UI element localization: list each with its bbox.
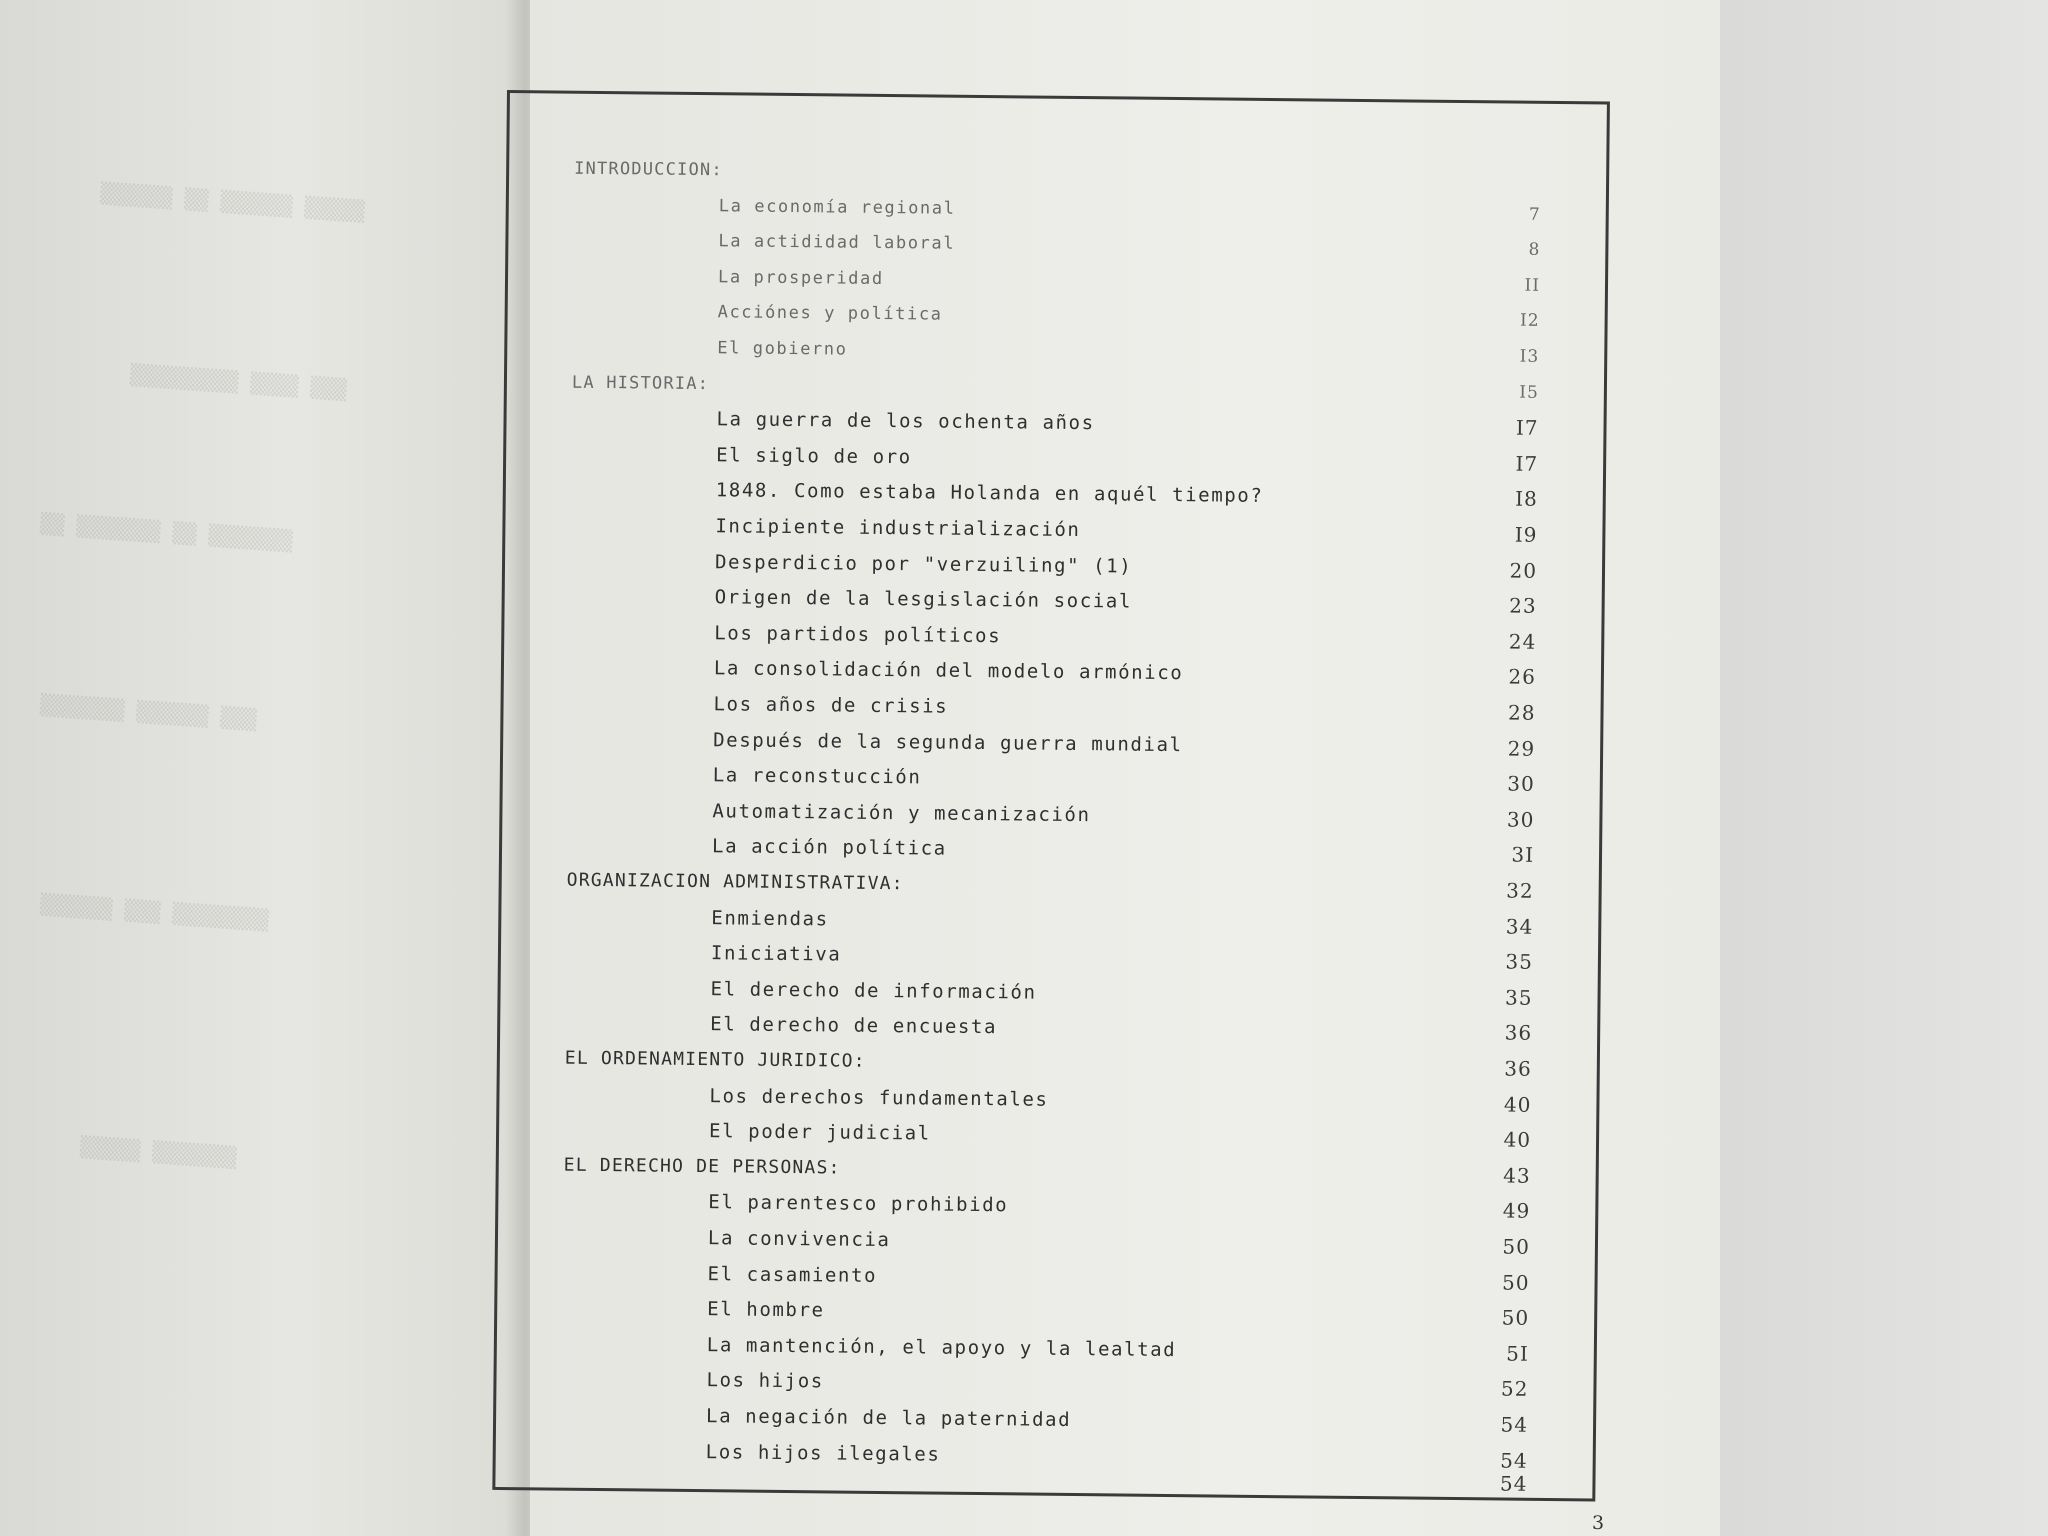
- toc-entry-page: 20: [1509, 558, 1538, 583]
- toc-entry-title: El derecho de información: [710, 977, 1037, 1004]
- toc-entry-title: Desperdicio por "verzuiling" (1): [714, 550, 1133, 578]
- toc-entry-page: 40: [1503, 1127, 1532, 1152]
- table-of-contents-box: [492, 90, 1610, 1501]
- toc-entry-page: 30: [1506, 807, 1535, 832]
- toc-section-heading: ORGANIZACION ADMINISTRATIVA:: [566, 869, 904, 895]
- toc-entry-page: 40: [1503, 1092, 1532, 1117]
- toc-entry-title: Los hijos ilegales: [705, 1440, 941, 1466]
- toc-entry-page: I3: [1519, 346, 1540, 367]
- show-through-text: ▒▒▒▒▒▒▒ ▒▒▒▒▒▒ ▒▒▒: [39, 692, 258, 732]
- toc-entry-page: 54: [1500, 1412, 1529, 1437]
- toc-entry-page: I7: [1515, 451, 1539, 476]
- show-through-text: ▒▒▒▒▒▒▒▒▒ ▒▒▒▒ ▒▒▒: [129, 362, 348, 402]
- toc-entry-title: La reconstucción: [712, 764, 922, 789]
- toc-entry-title: Enmiendas: [711, 906, 829, 931]
- toc-entry-page: 23: [1509, 593, 1537, 618]
- toc-entry-page: 34: [1505, 914, 1534, 939]
- toc-entry-title: Iniciativa: [710, 942, 842, 966]
- toc-entry-page: II: [1524, 275, 1541, 296]
- show-through-text: ▒▒▒▒▒▒ ▒▒ ▒▒▒▒▒▒ ▒▒▒▒▒: [99, 180, 366, 224]
- toc-entry-title: El casamiento: [707, 1262, 878, 1287]
- toc-entry-title: El parentesco prohibido: [708, 1191, 1009, 1217]
- toc-entry-title: Después de la segunda guerra mundial: [713, 728, 1183, 756]
- toc-entry-page: 3I: [1511, 842, 1535, 868]
- toc-entry-title: Origen de la lesgislación social: [714, 586, 1133, 613]
- toc-entry-page: 50: [1501, 1305, 1530, 1330]
- toc-entry-page: I2: [1520, 311, 1540, 332]
- toc-entry-page: 29: [1507, 736, 1536, 761]
- toc-entry-title: Incipiente industrialización: [715, 515, 1081, 542]
- toc-entry-title: La actididad laboral: [718, 231, 956, 254]
- toc-entry-title: El poder judicial: [708, 1120, 931, 1145]
- toc-trailing-page: 54: [1499, 1471, 1528, 1496]
- toc-entry-page: 54: [1500, 1448, 1528, 1473]
- toc-entry-title: 1848. Como estaba Holanda en aquél tiempo?: [715, 479, 1264, 508]
- background-surface: [1720, 0, 2048, 1536]
- toc-entry-page: 36: [1504, 1056, 1532, 1081]
- toc-entry-page: 50: [1501, 1270, 1530, 1295]
- toc-entry-page: 36: [1504, 1020, 1533, 1046]
- toc-entry-title: Acciónes y política: [717, 302, 943, 325]
- toc-entry-title: El siglo de oro: [716, 444, 912, 469]
- toc-entry-page: 5I: [1506, 1341, 1529, 1366]
- toc-entry-page: 8: [1528, 239, 1541, 261]
- show-through-text: ▒▒▒▒▒▒ ▒▒▒ ▒▒▒▒▒▒▒▒: [39, 892, 270, 932]
- toc-section-heading: EL ORDENAMIENTO JURIDICO:: [564, 1047, 866, 1072]
- table-of-contents: [495, 93, 1607, 1498]
- toc-entry-page: I5: [1519, 382, 1539, 403]
- toc-entry-page: 52: [1500, 1376, 1529, 1402]
- toc-entry-page: 43: [1503, 1163, 1531, 1188]
- toc-entry-page: 7: [1528, 204, 1541, 225]
- toc-entry-title: La mantención, el apoyo y la lealtad: [706, 1333, 1177, 1361]
- toc-entry-page: 32: [1506, 878, 1534, 903]
- toc-entry-page: I7: [1515, 415, 1539, 441]
- show-through-text: ▒▒▒▒▒ ▒▒▒▒▒▒▒: [79, 1134, 238, 1170]
- toc-entry-title: La consolidación del modelo armónico: [713, 657, 1184, 685]
- toc-entry-page: 28: [1507, 700, 1536, 725]
- toc-entry-title: Automatización y mecanización: [712, 799, 1091, 826]
- toc-entry-page: 49: [1502, 1198, 1531, 1224]
- toc-entry-title: Los años de crisis: [713, 693, 949, 718]
- toc-entry-page: 35: [1504, 985, 1533, 1010]
- toc-entry-title: La convivencia: [707, 1227, 891, 1252]
- toc-section-heading: INTRODUCCION:: [574, 158, 723, 181]
- toc-entry-page: I9: [1514, 522, 1538, 547]
- toc-entry-title: El derecho de encuesta: [710, 1013, 998, 1039]
- left-facing-page: [0, 0, 530, 1536]
- show-through-text: ▒▒ ▒▒▒▒▒▒▒ ▒▒ ▒▒▒▒▒▒▒: [39, 511, 294, 553]
- toc-entry-title: La negación de la paternidad: [706, 1405, 1072, 1431]
- toc-entry-page: 35: [1505, 949, 1534, 974]
- toc-entry-page: 26: [1508, 664, 1537, 690]
- toc-entry-title: La acción política: [711, 835, 947, 861]
- toc-entry-title: La guerra de los ochenta años: [716, 408, 1095, 435]
- toc-entry-title: La economía regional: [718, 195, 956, 219]
- toc-entry-title: La prosperidad: [717, 267, 884, 289]
- toc-entry-page: 24: [1508, 629, 1537, 654]
- toc-entry-page: 50: [1502, 1234, 1531, 1259]
- toc-entry-title: El hombre: [707, 1298, 825, 1322]
- toc-entry-title: Los derechos fundamentales: [709, 1084, 1049, 1111]
- toc-section-heading: LA HISTORIA:: [571, 372, 710, 394]
- page-number: 3: [1592, 1512, 1605, 1534]
- toc-entry-title: El gobierno: [717, 338, 848, 360]
- toc-entry-page: I8: [1515, 486, 1538, 512]
- toc-entry-title: Los hijos: [706, 1369, 824, 1393]
- toc-entry-page: 30: [1507, 771, 1535, 796]
- toc-entry-title: Los partidos políticos: [714, 621, 1002, 648]
- toc-section-heading: EL DERECHO DE PERSONAS:: [563, 1154, 841, 1179]
